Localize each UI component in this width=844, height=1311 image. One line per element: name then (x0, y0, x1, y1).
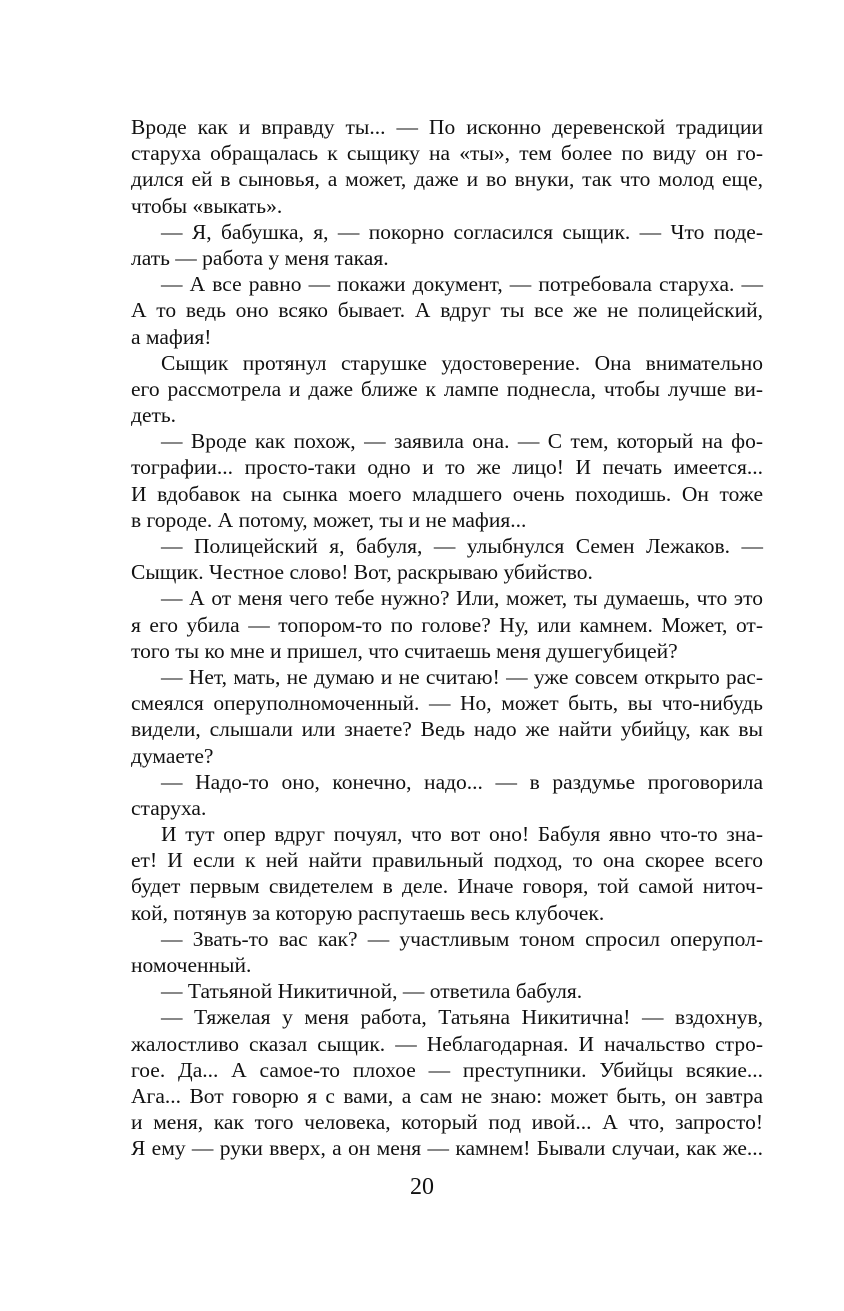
text-line: Вроде как и вправду ты... — По исконно деревенской традиции (131, 115, 763, 139)
text-line: И вдобавок на сынка моего младшего очень походишь. Он тоже (131, 481, 763, 506)
text-line: гое. Да... А самое-то плохое — преступники. Убийцы всякие... (131, 1057, 763, 1082)
text-line: Ага... Вот говорю я с вами, а сам не знаю: может быть, он завтра (131, 1083, 763, 1108)
text-line: — А от меня чего тебе нужно? Или, может, ты думаешь, что это (161, 586, 763, 611)
text-line: — Надо-то оно, конечно, надо... — в раздумье проговорила (161, 769, 763, 794)
text-line: того ты ко мне и пришел, что считаешь меня душегубицей? (131, 638, 678, 663)
text-line: — Нет, мать, не думаю и не считаю! — уже совсем открыто рас- (161, 664, 763, 689)
text-line: И тут опер вдруг почуял, что вот оно! Бабуля явно что-то зна- (161, 822, 763, 847)
text-line: — Тяжелая у меня работа, Татьяна Никитична! — вздохнув, (161, 1005, 763, 1030)
text-line: смеялся оперуполномоченный. — Но, может быть, вы что-нибудь (131, 691, 763, 716)
text-line: деть. (131, 403, 177, 428)
text-line: видели, слышали или знаете? Ведь надо же найти убийцу, как вы (131, 717, 763, 742)
text-line: — Полицейский я, бабуля, — улыбнулся Семен Лежаков. — (161, 534, 763, 558)
text-line: — Я, бабушка, я, — покорно согласился сыщик. — Что поде- (161, 219, 763, 244)
text-line: его рассмотрела и даже ближе к лампе поднесла, чтобы лучше ви- (131, 376, 763, 401)
text-line: — Татьяной Никитичной, — ответила бабуля. (161, 979, 583, 1004)
text-line: А то ведь оно всяко бывает. А вдруг ты все же не полицейский, (131, 298, 763, 323)
text-line: жалостливо сказал сыщик. — Неблагодарная. И начальство стро- (131, 1031, 763, 1056)
text-line: — Вроде как похож, — заявила она. — С тем, который на фо- (161, 429, 763, 454)
text-line: я его убила — топором-то по голове? Ну, или камнем. Может, от- (131, 612, 763, 637)
text-line: Я ему — руки вверх, а он меня — камнем! Бывали случаи, как же... (131, 1136, 763, 1161)
text-line: кой, потянув за которую распутаешь весь клубочек. (131, 900, 605, 925)
text-line: ет! И если к ней найти правильный подход, то она скорее всего (131, 848, 763, 873)
text-line: старуха обращалась к сыщику на «ты», тем более по виду он го- (131, 141, 763, 166)
text-line: тографии... просто-таки одно и то же лицо! И печать имеется... (131, 455, 763, 480)
text-line: — А все равно — покажи документ, — потребовала старуха. — (161, 272, 763, 297)
body-text (131, 114, 763, 1162)
text-line: номоченный. (131, 953, 252, 977)
text-line: в городе. А потому, может, ты и не мафия... (131, 507, 527, 532)
text-line: думаете? (131, 743, 214, 768)
text-line: и меня, как того человека, который под ивой... А что, запросто! (131, 1110, 763, 1135)
text-line: дился ей в сыновья, а может, даже и во внуки, так что молод еще, (131, 167, 763, 192)
text-line: — Звать-то вас как? — участливым тоном спросил оперупол- (161, 926, 763, 951)
text-line: Сыщик. Честное слово! Вот, раскрываю убийство. (131, 560, 593, 585)
text-line: а мафия! (131, 324, 212, 349)
page-number: 20 (410, 1174, 434, 1200)
text-line: чтобы «выкать». (131, 193, 283, 218)
text-line: лать — работа у меня такая. (131, 245, 389, 270)
text-line: старуха. (131, 795, 207, 820)
text-line: будет первым свидетелем в деле. Иначе говоря, той самой ниточ- (131, 874, 763, 899)
text-line: Сыщик протянул старушке удостоверение. Она внимательно (161, 350, 763, 375)
